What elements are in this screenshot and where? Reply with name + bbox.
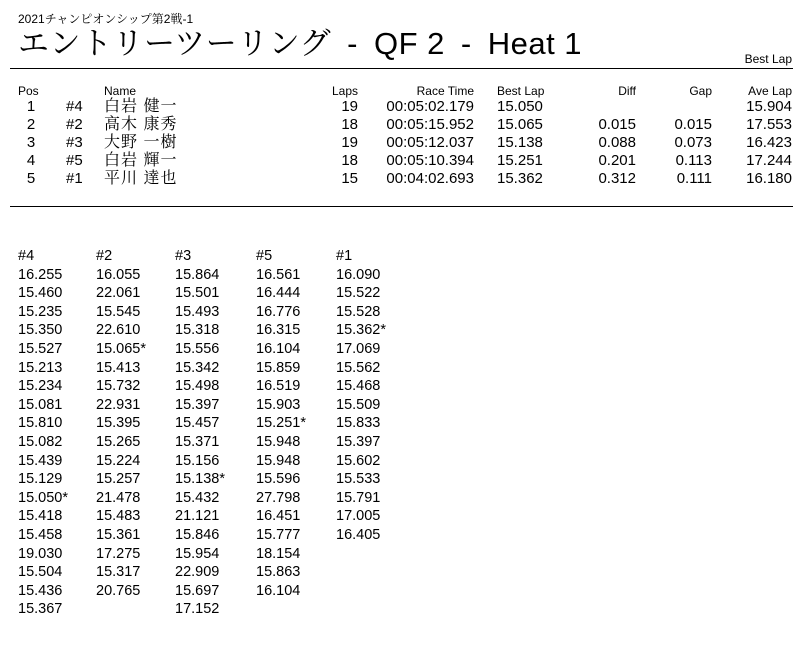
cell-gap: 0.111 [676, 170, 712, 187]
lap-time: 15.439 [18, 452, 63, 469]
cell-name: 平川 達也 [104, 170, 178, 187]
lap-time: 15.317 [96, 564, 141, 581]
cell-ave-lap: 17.244 [746, 152, 792, 169]
cell-best-lap: 15.065 [497, 116, 543, 133]
lap-time: 22.909 [175, 564, 220, 581]
lap-time: 15.213 [18, 359, 63, 376]
cell-best-lap: 15.050 [497, 98, 543, 115]
lap-time: 15.527 [18, 340, 63, 357]
lap-time: 20.765 [96, 582, 141, 599]
lap-time: 15.697 [175, 582, 220, 599]
cell-pos: 1 [26, 98, 36, 115]
lap-column [175, 247, 225, 619]
lap-time: 15.498 [175, 378, 220, 395]
table-row [0, 98, 800, 116]
lap-time: 15.251* [256, 415, 306, 432]
lap-time: 15.545 [96, 303, 141, 320]
lap-time: 17.069 [336, 340, 381, 357]
title-separator: - [347, 26, 358, 61]
cell-race-time: 00:05:12.037 [386, 134, 474, 151]
lap-column [18, 247, 68, 619]
cell-ave-lap: 17.553 [746, 116, 792, 133]
lap-time: 17.275 [96, 545, 141, 562]
lap-time: 18.154 [256, 545, 301, 562]
cell-name: 白岩 輝一 [104, 152, 178, 169]
lap-time: 17.152 [175, 601, 220, 618]
lap-time: 15.224 [96, 452, 141, 469]
lap-time: 22.610 [96, 322, 141, 339]
col-name-header: Name [104, 84, 137, 98]
lap-time: 15.501 [175, 285, 220, 302]
lap-time: 15.596 [256, 471, 301, 488]
col-laps-header: Laps [331, 84, 358, 98]
lap-time: 16.444 [256, 285, 301, 302]
lap-time: 15.504 [18, 564, 63, 581]
lap-time: 16.561 [256, 266, 301, 283]
lap-time: 15.050* [18, 489, 68, 506]
table-row [0, 170, 800, 188]
lap-time: 15.533 [336, 471, 381, 488]
lap-time: 15.528 [336, 303, 381, 320]
cell-race-time: 00:04:02.693 [386, 170, 474, 187]
col-best-lap-header: Best Lap [497, 84, 545, 98]
lap-time: 15.265 [96, 433, 141, 450]
cell-ave-lap: 16.180 [746, 170, 792, 187]
lap-time: 16.255 [18, 266, 63, 283]
cell-laps: 18 [341, 116, 358, 133]
cell-name: 白岩 健一 [104, 98, 178, 115]
lap-time: 15.846 [175, 526, 220, 543]
lap-time: 21.121 [175, 508, 220, 525]
title-class: エントリーツーリング [18, 26, 332, 61]
header-divider [10, 68, 793, 69]
lap-column-header: #4 [18, 248, 35, 264]
lap-time: 15.081 [18, 396, 63, 413]
lap-time: 15.522 [336, 285, 381, 302]
table-row [0, 152, 800, 170]
lap-time: 15.350 [18, 322, 63, 339]
lap-time: 16.776 [256, 303, 301, 320]
cell-name: 高木 康秀 [104, 116, 178, 133]
lap-column [96, 247, 146, 600]
lap-time: 15.948 [256, 452, 301, 469]
title-round: QF 2 [373, 26, 445, 61]
lap-time: 15.371 [175, 433, 220, 450]
lap-time: 27.798 [256, 489, 301, 506]
lap-time: 15.493 [175, 303, 220, 320]
table-row [0, 134, 800, 152]
lap-time: 19.030 [18, 545, 63, 562]
cell-laps: 15 [341, 170, 358, 187]
lap-time: 15.235 [18, 303, 63, 320]
page-title [18, 26, 598, 62]
cell-race-time: 00:05:02.179 [386, 98, 474, 115]
cell-best-lap: 15.138 [497, 134, 543, 151]
title-heat: Heat 1 [487, 26, 583, 61]
cell-diff: 0.088 [598, 134, 636, 151]
cell-gap: 0.015 [674, 116, 712, 133]
lap-column-header: #2 [96, 248, 113, 264]
event-subtitle: 2021チャンピオンシップ第2戦-1 [18, 12, 194, 26]
results-table [0, 84, 800, 188]
lap-time: 15.129 [18, 471, 63, 488]
cell-race-time: 00:05:15.952 [386, 116, 474, 133]
col-diff-header: Diff [618, 84, 636, 98]
lap-time: 15.954 [175, 545, 220, 562]
lap-time: 22.931 [96, 396, 141, 413]
cell-pos: 2 [26, 116, 36, 133]
lap-time: 15.863 [256, 564, 301, 581]
lap-time: 15.395 [96, 415, 141, 432]
lap-time: 15.810 [18, 415, 63, 432]
lap-time: 15.257 [96, 471, 141, 488]
lap-time: 15.732 [96, 378, 141, 395]
cell-race-time: 00:05:10.394 [386, 152, 474, 169]
lap-time: 16.104 [256, 340, 301, 357]
lap-time: 15.436 [18, 582, 63, 599]
cell-num: #3 [66, 134, 83, 151]
lap-column [336, 247, 386, 545]
lap-time: 16.055 [96, 266, 141, 283]
lap-time: 15.556 [175, 340, 220, 357]
lap-time: 15.362* [336, 322, 386, 339]
lap-time: 15.468 [336, 378, 381, 395]
lap-time: 21.478 [96, 489, 141, 506]
lap-time: 15.777 [256, 526, 301, 543]
lap-time: 16.315 [256, 322, 301, 339]
cell-best-lap: 15.251 [497, 152, 543, 169]
cell-num: #1 [66, 170, 83, 187]
cell-ave-lap: 16.423 [746, 134, 792, 151]
lap-column-header: #5 [256, 248, 273, 264]
best-lap-header-label: Best Lap [744, 52, 792, 66]
lap-time: 15.413 [96, 359, 141, 376]
lap-time: 15.864 [175, 266, 220, 283]
col-ave-lap-header: Ave Lap [748, 84, 792, 98]
col-race-time-header: Race Time [416, 84, 474, 98]
col-pos-header: Pos [18, 84, 39, 98]
lap-time: 15.602 [336, 452, 381, 469]
lap-time: 15.460 [18, 285, 63, 302]
cell-num: #5 [66, 152, 83, 169]
lap-time: 15.342 [175, 359, 220, 376]
cell-num: #4 [66, 98, 83, 115]
lap-time: 15.791 [336, 489, 381, 506]
cell-diff: 0.015 [598, 116, 636, 133]
lap-time: 15.458 [18, 526, 63, 543]
table-row [0, 116, 800, 134]
cell-diff: 0.312 [598, 170, 636, 187]
lap-time: 15.065* [96, 340, 146, 357]
cell-ave-lap: 15.904 [746, 98, 792, 115]
cell-laps: 19 [341, 98, 358, 115]
col-gap-header: Gap [689, 84, 712, 98]
lap-column-header: #1 [336, 248, 353, 264]
cell-pos: 4 [26, 152, 36, 169]
lap-time: 16.405 [336, 526, 381, 543]
lap-time: 15.367 [18, 601, 63, 618]
lap-time: 15.457 [175, 415, 220, 432]
lap-time: 16.090 [336, 266, 381, 283]
lap-time: 15.397 [336, 433, 381, 450]
lap-time: 15.361 [96, 526, 141, 543]
lap-time: 15.156 [175, 452, 220, 469]
lap-time: 16.519 [256, 378, 301, 395]
cell-gap: 0.073 [674, 134, 712, 151]
cell-laps: 19 [341, 134, 358, 151]
lap-time: 15.903 [256, 396, 301, 413]
cell-num: #2 [66, 116, 83, 133]
lap-time: 15.418 [18, 508, 63, 525]
lap-time: 16.104 [256, 582, 301, 599]
lap-time: 15.234 [18, 378, 63, 395]
cell-diff: 0.201 [598, 152, 636, 169]
lap-column [256, 247, 306, 600]
cell-pos: 3 [26, 134, 36, 151]
lap-time: 15.948 [256, 433, 301, 450]
lap-column-header: #3 [175, 248, 192, 264]
results-divider [10, 206, 793, 207]
lap-time: 15.509 [336, 396, 381, 413]
lap-time: 15.432 [175, 489, 220, 506]
cell-pos: 5 [26, 170, 36, 187]
lap-time: 15.318 [175, 322, 220, 339]
title-separator: - [460, 26, 472, 61]
lap-time: 22.061 [96, 285, 141, 302]
cell-laps: 18 [341, 152, 358, 169]
cell-best-lap: 15.362 [497, 170, 543, 187]
lap-time: 15.483 [96, 508, 141, 525]
cell-gap: 0.113 [675, 152, 712, 169]
lap-time: 17.005 [336, 508, 381, 525]
lap-time: 15.562 [336, 359, 381, 376]
lap-time: 15.833 [336, 415, 381, 432]
results-header-row [0, 84, 800, 98]
cell-name: 大野 一樹 [104, 134, 178, 151]
lap-time: 15.138* [175, 471, 225, 488]
lap-time: 15.859 [256, 359, 301, 376]
lap-time: 16.451 [256, 508, 301, 525]
lap-time: 15.082 [18, 433, 63, 450]
lap-time: 15.397 [175, 396, 220, 413]
